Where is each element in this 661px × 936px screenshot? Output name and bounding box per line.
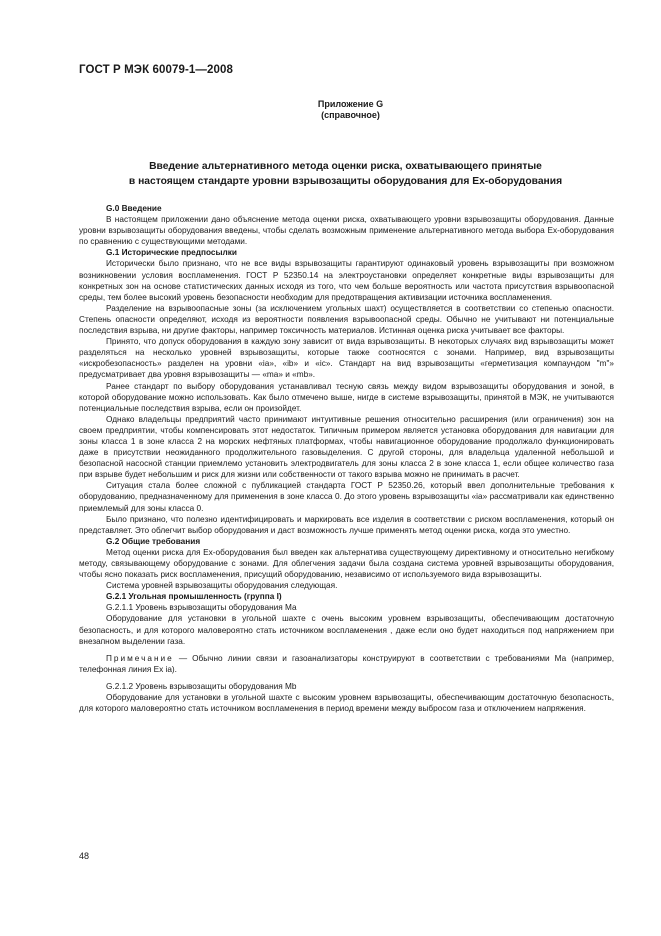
paragraph: Система уровней взрывозащиты оборудования следующая.	[106, 581, 338, 591]
note	[79, 653, 614, 675]
paragraph: Разделение на взрывоопасные зоны (за исключением угольных шахт) осуществляется в соответствии со степенью опасности. Степень опасности определяют, исходя из вероятности появления взрывоопасной среды. Обычно не учитывают ни потенциальные последствия взрыва, ни другие факторы, например токсичность материалов. Истинная оценка риска учитывает все факторы.	[79, 303, 614, 336]
main-title-line-2: в настоящем стандарте уровни взрывозащиты оборудования для Ex-оборудования	[128, 176, 563, 187]
main-title-line-1: Введение альтернативного метода оценки риска, охватывающего принятые	[149, 161, 542, 172]
document-code: ГОСТ Р МЭК 60079-1—2008	[79, 64, 233, 76]
section-heading-g0: G.0 Введение	[106, 204, 162, 213]
paragraph: Оборудование для установки в угольной шахте с очень высоким уровнем взрывозащиты, обеспечивающим достаточную безопасность, и для которого маловероятно стать источником воспламенения , даже если оно будет находиться под напряжением при внезапном выделении газа.	[79, 614, 614, 646]
document-body	[79, 203, 614, 714]
paragraph: Исторически было признано, что не все виды взрывозащиты гарантируют одинаковый уровень взрывозащиты при возможном возникновении условия воспламенения. ГОСТ Р 52350.14 на электроустановки определяет конкретные виды взрывозащиты для конкретных зон на основе статистических данных исходя из того, что чем больше вероятность или частота присутствия взрывоопасной среды, тем более высокий уровень безопасности необходим для предотвращения активизации источника воспламенения.	[79, 259, 614, 302]
page-number: 48	[79, 851, 90, 861]
section-heading-g2: G.2 Общие требования	[106, 536, 201, 546]
paragraph: Ранее стандарт по выбору оборудования устанавливал тесную связь между видом взрывозащиты оборудования и зоной, в которой оборудование можно использовать. Как было отмечено выше, нигде в системе взрывозащиты, принятой в МЭК, не учитываются потенциальные последствия взрыва, если он произойдет.	[79, 381, 614, 413]
appendix-title: Приложение G	[317, 99, 384, 109]
section-heading-g2-1-2: G.2.1.2 Уровень взрывозащиты оборудования Mb	[106, 681, 297, 691]
paragraph: Оборудование для установки в угольной шахте с высоким уровнем взрывозащиты, обеспечивающим достаточную безопасность, для которого маловероятно стать источником воспламенения в период времени между выбросом газа и отключением напряжения.	[79, 693, 614, 714]
paragraph: Было признано, что полезно идентифицировать и маркировать все изделия в соответствии с риском воспламенения, который он представляет. Это облегчит выбор оборудования и даст возможность лучше применять метод оценки риска, когда это уместно.	[79, 514, 614, 535]
appendix-subtitle: (справочное)	[321, 110, 380, 120]
section-heading-g2-1-1: G.2.1.1 Уровень взрывозащиты оборудования Ма	[106, 603, 297, 613]
paragraph: Ситуация стала более сложной с публикацией стандарта ГОСТ Р 52350.26, который ввел дополнительные требования к оборудованию, предназначенному для применения в зоне класса 0. До этого уровень взрывозащиты «ia» рассматривали как единственно приемлемый для зоны класса 0.	[79, 481, 614, 513]
paragraph: Метод оценки риска для Ex-оборудования был введен как альтернатива существующему директивному и относительно негибкому методу, связывающему оборудование с зонами. Для облегчения задачи была создана система уровней взрывозащиты оборудования, чтобы ясно показать риск воспламенения, присущий оборудованию, независимо от используемого вида взрывозащиты.	[79, 547, 614, 580]
paragraph: Однако владельцы предприятий часто принимают интуитивные решения относительно расширения (или ограничения) зон на своем предприятии, чтобы компенсировать этот недостаток. Типичным примером является установка оборудования для навигации для зоны класса 1 в зоне класса 2 на морских нефтяных платформах, чтобы навигационное оборудование продолжало функционировать даже в присутствии неожиданного продолжительного газовыделения. С другой стороны, для владельца удаленной небольшой и безопасной насосной станции приемлемо установить электродвигатель для зоны класса 2 в зоне класса 1, если общее количество газа при взрыве будет небольшим и риск для жизни или собственности от такого взрыва можно не принимать в расчет.	[79, 414, 614, 480]
section-heading-g2-1: G.2.1 Угольная промышленность (группа I)	[106, 592, 282, 602]
main-title	[60, 159, 631, 189]
note-label: Примечание	[106, 653, 174, 663]
paragraph: Принято, что допуск оборудования в каждую зону зависит от вида взрывозащиты. В некоторых случаях вид взрывозащиты может разделяться на несколько уровней взрывозащиты, которые также соотносятся с зонами. Например, вид взрывозащиты «искробезопасность» разделен на уровни «ia», «ib» и «ic». Стандарт на вид взрывозащиты «герметизация компаундом "m"» предусматривает два уровня взрывозащиты — «ma» и «mb».	[79, 337, 614, 380]
note-text: — Обычно линии связи и газоанализаторы конструируют в соответствии с требованиями Ма (например, телефонная линия Ex ia).	[79, 653, 614, 674]
paragraph: В настоящем приложении дано объяснение метода оценки риска, охватывающего уровни взрывозащиты оборудования. Данные уровни взрывозащиты оборудования введены, чтобы сделать возможным применение альтернативного метода выбора Ex-оборудования по сравнению с существующими методами.	[79, 215, 614, 247]
section-heading-g1: G.1 Исторические предпосылки	[106, 248, 237, 258]
